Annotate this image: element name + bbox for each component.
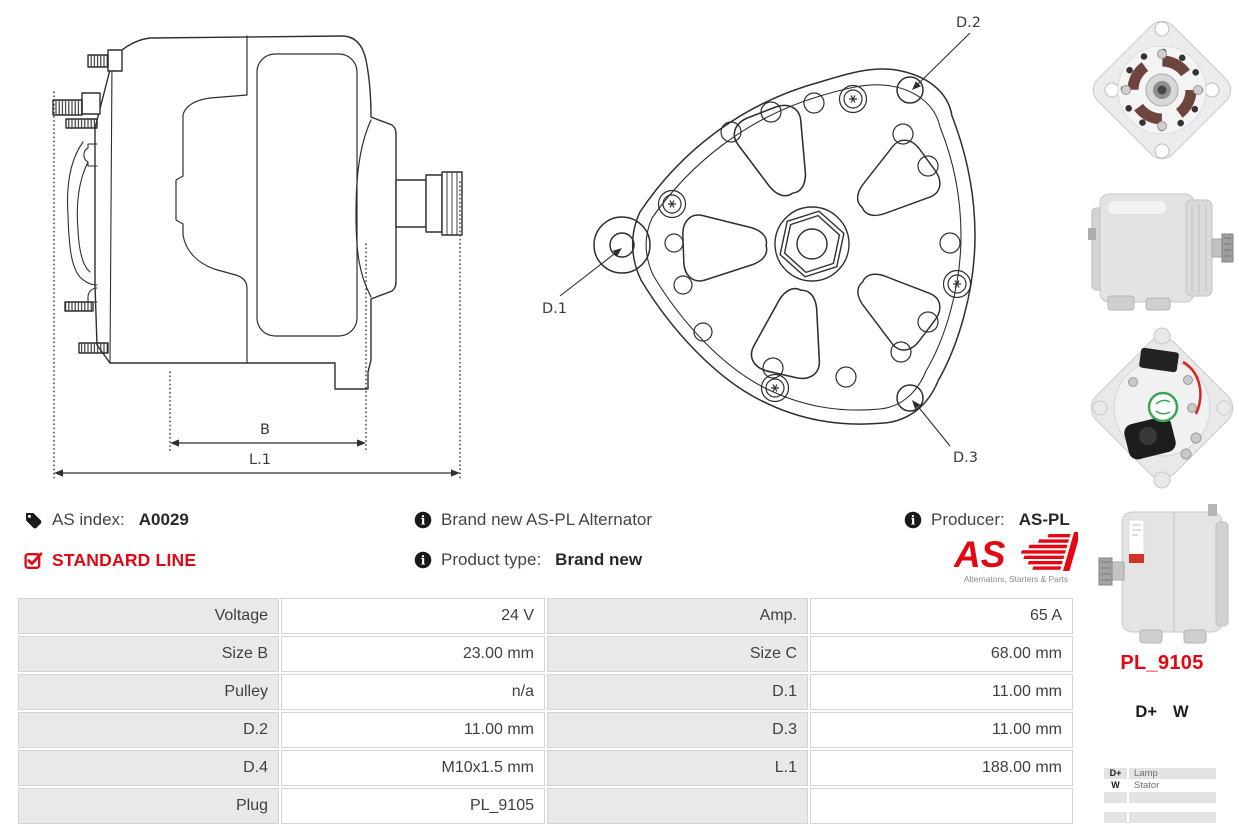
spec-label-cell: D.3 (547, 712, 808, 748)
terminal-legend-table (1104, 768, 1216, 823)
standard-line-row (24, 549, 196, 571)
spec-label-cell: Amp. (547, 598, 808, 634)
spec-label-cell: Pulley (18, 674, 279, 710)
product-type-label: Product type: (441, 550, 542, 569)
spec-value-cell: 68.00 mm (810, 636, 1073, 672)
legend-key (1104, 792, 1127, 803)
svg-text:i: i (910, 513, 916, 528)
info-icon (414, 551, 432, 569)
dim-d1-label: D.1 (542, 301, 567, 317)
spec-value-cell: 11.00 mm (810, 712, 1073, 748)
dim-l1-label: L.1 (249, 452, 271, 468)
legend-row (1104, 780, 1216, 791)
spec-value-cell: M10x1.5 mm (281, 750, 545, 786)
spec-label-cell: Size B (18, 636, 279, 672)
screw-heads (659, 86, 971, 402)
terminals-row (1088, 703, 1236, 722)
tag-icon (24, 511, 43, 530)
legend-value (1129, 812, 1216, 823)
legend-key: W (1111, 780, 1120, 790)
spec-label-cell: D.1 (547, 674, 808, 710)
description-text: Brand new AS-PL Alternator (441, 510, 653, 529)
spec-value-cell: PL_9105 (281, 788, 545, 824)
plug-code: PL_9105 (1120, 652, 1204, 674)
dim-b-label: B (260, 422, 270, 438)
dimension-b (170, 439, 366, 446)
product-type-value: Brand new (555, 550, 643, 569)
checkbox-checked-icon (24, 551, 43, 570)
as-index-value: A0029 (138, 510, 189, 529)
dimension-l1 (54, 469, 460, 476)
product-photo-rear-view[interactable] (1088, 4, 1236, 176)
svg-text:i: i (420, 513, 426, 528)
spec-label-cell: Voltage (18, 598, 279, 634)
legend-key (1104, 812, 1127, 823)
as-pl-logo (954, 529, 1078, 587)
product-type-row (414, 549, 642, 571)
legend-value: Stator (1134, 780, 1160, 791)
legend-row (1104, 768, 1216, 779)
center-nut (775, 205, 849, 283)
spec-label-cell: D.2 (18, 712, 279, 748)
spec-value-cell: n/a (281, 674, 545, 710)
as-index-row (24, 509, 189, 531)
spec-label-cell: D.4 (18, 750, 279, 786)
spec-value-cell: 11.00 mm (810, 674, 1073, 710)
standard-line-badge: STANDARD LINE (52, 549, 197, 570)
rear-view-drawing (560, 33, 975, 446)
spec-label-cell: L.1 (547, 750, 808, 786)
dim-d2-label: D.2 (956, 15, 981, 31)
info-icon (904, 511, 922, 529)
svg-text:i: i (420, 553, 426, 568)
spec-label-cell: Plug (18, 788, 279, 824)
as-pl-logo-tagline: Alternators, Starters & Parts (963, 574, 1069, 584)
producer-label: Producer: (931, 510, 1005, 529)
legend-value (1129, 792, 1216, 803)
spec-label-cell (547, 788, 808, 824)
description-row (414, 509, 652, 531)
producer-row (904, 509, 1070, 531)
spec-value-cell: 24 V (281, 598, 545, 634)
legend-row (1104, 792, 1216, 803)
dim-d3-label: D.3 (953, 450, 978, 466)
side-view-drawing (53, 36, 462, 480)
spec-label-cell: Size C (547, 636, 808, 672)
terminal-w: W (1172, 703, 1189, 721)
legend-value: Lamp (1129, 768, 1216, 779)
legend-row (1104, 812, 1216, 823)
producer-value: AS-PL (1018, 510, 1070, 529)
product-photo-side-left[interactable] (1088, 500, 1236, 646)
spec-value-cell: 188.00 mm (810, 750, 1073, 786)
info-icon (414, 511, 432, 529)
spec-value-cell (810, 788, 1073, 824)
product-photo-rear-components[interactable] (1088, 320, 1236, 502)
as-index-label: AS index: (52, 510, 125, 529)
as-pl-logo-text: AS (954, 534, 1006, 575)
legend-key: D+ (1104, 768, 1127, 779)
terminal-dplus: D+ (1135, 703, 1157, 721)
product-photo-side-right[interactable] (1088, 176, 1236, 320)
spec-value-cell: 65 A (810, 598, 1073, 634)
spec-table (18, 598, 1073, 824)
spec-value-cell: 23.00 mm (281, 636, 545, 672)
spec-value-cell: 11.00 mm (281, 712, 545, 748)
shaft (396, 172, 462, 235)
